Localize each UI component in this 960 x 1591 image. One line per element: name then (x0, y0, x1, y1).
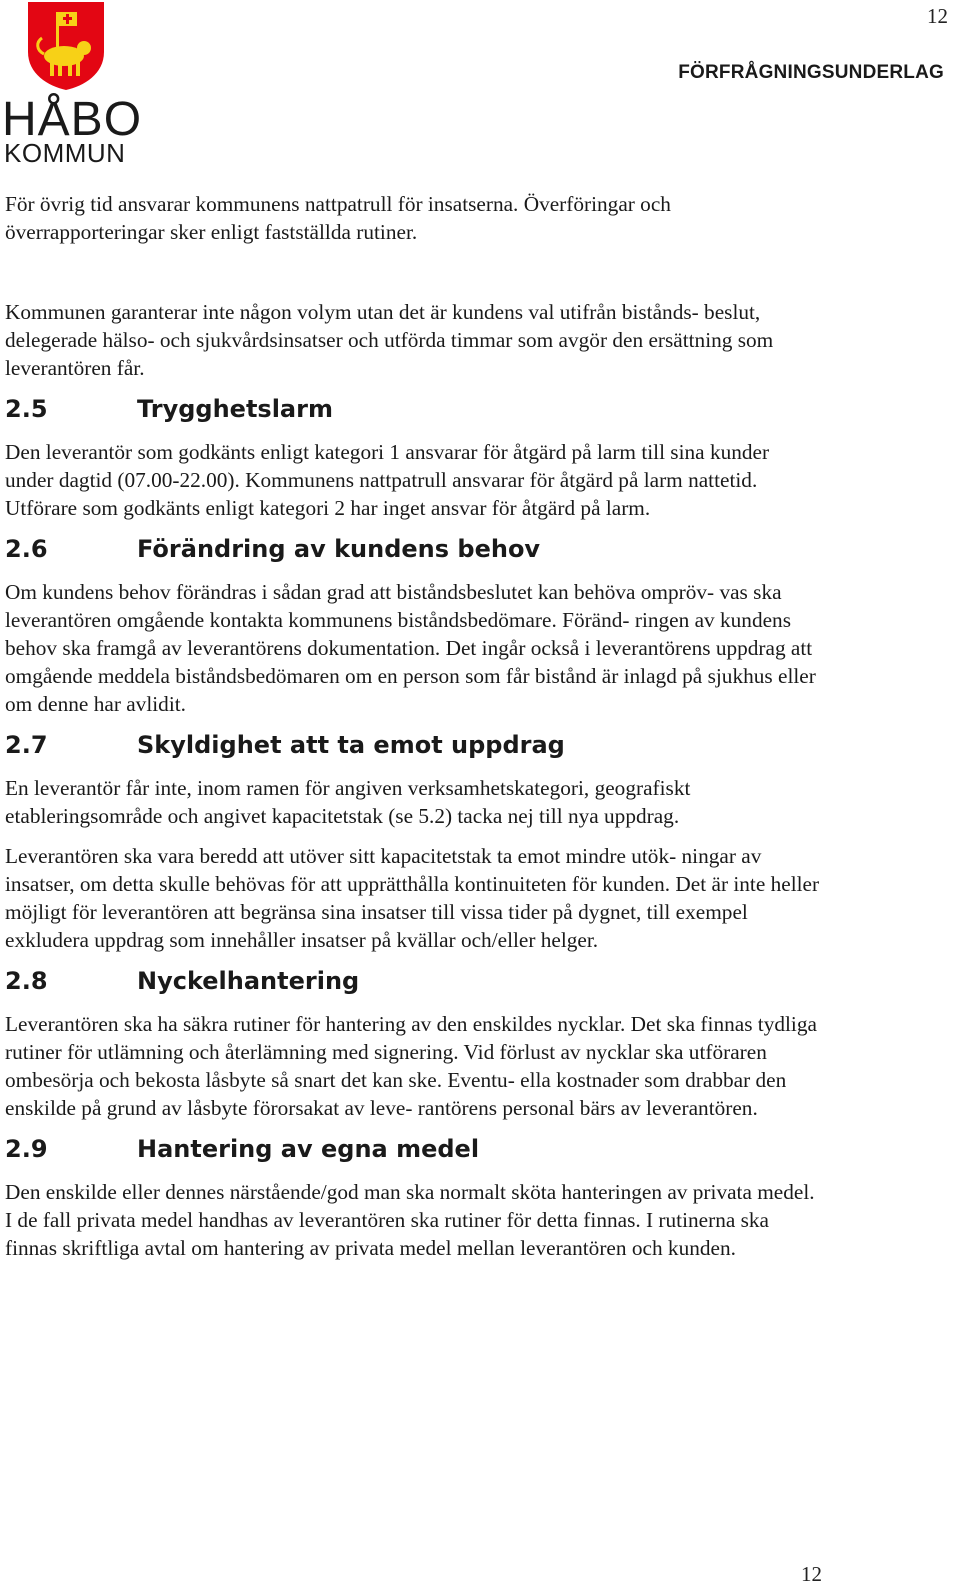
section-2-8 (5, 964, 820, 1122)
document-label: FÖRFRÅGNINGSUNDERLAG (678, 62, 944, 83)
footer-page-number: 12 (801, 1562, 822, 1586)
section-heading (5, 392, 820, 426)
section-paragraph: Leverantören ska vara beredd att utöver sitt kapacitetstak ta emot mindre utök- ningar av insatser, om detta skulle behövas för att upprätthålla kontinuiteten för kunden. Det är inte heller möjligt för leverantören att begränsa sina insatser till vissa tider på dygnet, till exempel exkludera uppdrag som innehåller insatser på kvällar och/eller helger. (5, 844, 820, 952)
logo-name: HÅBO (2, 93, 143, 146)
section-heading (5, 964, 820, 998)
section-2-6 (5, 532, 820, 718)
section-title: Trygghetslarm (137, 395, 333, 423)
coat-of-arms-icon (26, 0, 106, 92)
section-paragraph: Den leverantör som godkänts enligt kategori 1 ansvarar för åtgärd på larm till sina kunder under dagtid (07.00-22.00). Kommunens nattpatrull ansvarar för åtgärd på larm nattetid. Utförare som godkänts enligt kategori 2 har inget ansvar för åtgärd på larm. (5, 440, 770, 520)
section-heading (5, 532, 820, 566)
municipality-logo (0, 0, 143, 170)
section-title: Nyckelhantering (137, 967, 360, 995)
section-number: 2.6 (5, 535, 48, 563)
section-number: 2.9 (5, 1135, 48, 1163)
section-number: 2.8 (5, 967, 48, 995)
logo-subtitle: KOMMUN (4, 138, 126, 168)
intro-paragraph-2: Kommunen garanterar inte någon volym utan det är kundens val utifrån bistånds- beslut, delegerade hälso- och sjukvårdsinsatser och utförda timmar som avgör den ersättning som leverantören får. (5, 300, 774, 380)
section-2-9 (5, 1132, 820, 1262)
header-page-number: 12 (927, 4, 948, 28)
section-heading (5, 1132, 820, 1166)
section-title: Förändring av kundens behov (137, 535, 541, 563)
intro-paragraph-1: För övrig tid ansvarar kommunens nattpatrull för insatserna. Överföringar och överrapporteringar sker enligt fastställda rutiner. (5, 192, 671, 244)
section-heading (5, 728, 820, 762)
document-body (5, 190, 820, 1262)
section-title: Hantering av egna medel (137, 1135, 480, 1163)
section-2-7 (5, 728, 820, 954)
section-title: Skyldighet att ta emot uppdrag (137, 731, 565, 759)
section-2-5 (5, 392, 820, 522)
section-paragraph: En leverantör får inte, inom ramen för angiven verksamhetskategori, geografiskt etableringsområde och angivet kapacitetstak (se 5.2) tacka nej till nya uppdrag. (5, 776, 691, 828)
section-paragraph: Leverantören ska ha säkra rutiner för hantering av den enskildes nycklar. Det ska finnas tydliga rutiner för utlämning och återlämning med signering. Vid förlust av nycklar ska utföraren ombesörja och bekosta låsbyte så snart det kan ske. Eventu- ella kostnader som drabbar den enskilde på grund av låsbyte förorsakat av leve- rantörens personal bärs av leverantören. (5, 1012, 817, 1120)
section-number: 2.7 (5, 731, 48, 759)
section-paragraph: Den enskilde eller dennes närstående/god man ska normalt sköta hanteringen av privata medel. I de fall privata medel handhas av leverantören ska rutiner för detta finnas. I rutinerna ska finnas skriftliga avtal om hantering av privata medel mellan leverantören och kunden. (5, 1180, 815, 1260)
section-number: 2.5 (5, 395, 48, 423)
section-paragraph: Om kundens behov förändras i sådan grad att biståndsbeslutet kan behöva ompröv- vas ska leverantören omgående kontakta kommunens biståndsbedömare. Föränd- ringen av kundens behov ska framgå av leverantörens dokumentation. Det ingår också i leverantörens uppdrag att omgående meddela biståndsbedömaren om en person som får bistånd är inlagd på sjukhus eller om denne har avlidit. (5, 580, 816, 716)
